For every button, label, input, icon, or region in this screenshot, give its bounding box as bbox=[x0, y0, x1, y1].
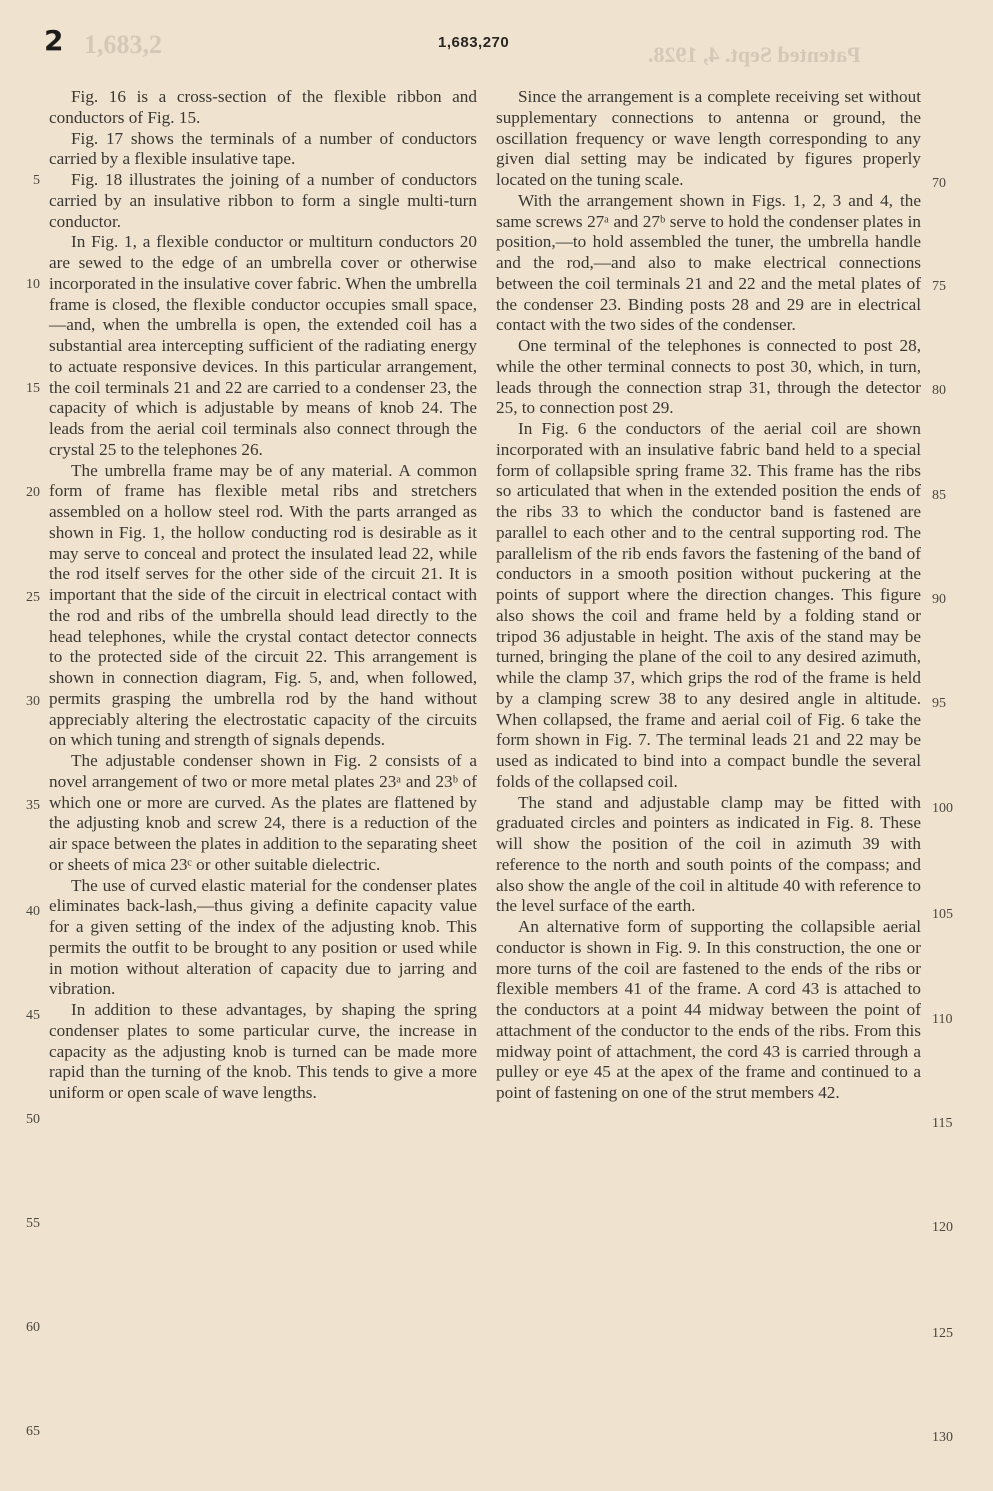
paragraph: In Fig. 6 the conductors of the aerial coil are shown incorporated with an insulative fabric band held to a special form of collapsible spring frame 32. This frame has the ribs so articulated that when in the extended position the ends of the ribs 33 to which the conductor band is fastened are parallel to each other and to the central supporting rod. The parallelism of the rib ends favors the fastening of the band of conductors in a smooth position without puckering at the points of support where the direction changes. This figure also shows the coil and frame held by a folding stand or tripod 36 adjustable in height. The axis of the stand may be turned, bringing the plane of the coil to any desired azimuth, while the clamp 37, which grips the rod of the frame is held by a clamping screw 38 to any desired angle in altitude. When collapsed, the frame and aerial coil of Fig. 6 take the form shown in Fig. 7. The terminal leads 21 and 22 may be used as indicated to bind into a compact bundle the several folds of the collapsed coil. bbox=[496, 419, 921, 791]
paragraph: One terminal of the telephones is connected to post 28, while the other terminal connects to post 30, which, in turn, leads through the connection strap 31, through the detector 25, to connection post 29. bbox=[496, 336, 921, 418]
line-number: 15 bbox=[26, 381, 40, 396]
line-number: 110 bbox=[932, 1012, 953, 1027]
patent-number: 1,683,270 bbox=[438, 34, 510, 51]
line-number: 85 bbox=[932, 488, 946, 503]
paragraph: In addition to these advantages, by shaping the spring condenser plates to some particular curve, the increase in capacity as the adjusting knob is turned can be made more rapid than the turning of the knob. This tends to give a more uniform or open scale of wave lengths. bbox=[49, 1000, 477, 1102]
paragraph: In Fig. 1, a flexible conductor or multiturn conductors 20 are sewed to the edge of an umbrella cover or otherwise incorporated in the insulative cover fabric. When the umbrella frame is closed, the flexible conductor occupies small space,—and, when the umbrella is open, the extended coil has a substantial area intercepting sufficient of the radiating energy to actuate responsive devices. In this particular arrangement, the coil terminals 21 and 22 are carried to a condenser 23, the capacity of which is adjustable by means of knob 24. The leads from the aerial coil terminals also connect through the crystal 25 to the telephones 26. bbox=[49, 232, 477, 459]
line-number: 30 bbox=[26, 694, 40, 709]
paragraph: Fig. 16 is a cross-section of the flexible ribbon and conductors of Fig. 15. bbox=[49, 87, 477, 127]
page-number: 2 bbox=[44, 24, 64, 57]
line-number: 65 bbox=[26, 1424, 40, 1439]
line-number: 105 bbox=[932, 907, 953, 922]
paragraph: The stand and adjustable clamp may be fitted with graduated circles and pointers as indicated in Fig. 8. These will show the position of the coil in azimuth 39 with reference to the north and south points of the compass; and also show the angle of the coil in altitude 40 with reference to the level surface of the earth. bbox=[496, 792, 921, 916]
line-number: 45 bbox=[26, 1008, 40, 1023]
line-number: 125 bbox=[932, 1326, 953, 1341]
paragraph: Fig. 18 illustrates the joining of a number of conductors carried by an insulative ribbon to form a single multi-turn conductor. bbox=[49, 170, 477, 231]
line-number: 20 bbox=[26, 485, 40, 500]
line-number: 80 bbox=[932, 383, 946, 398]
bleed-through-date: Patented Sept. 4, 1928. bbox=[648, 42, 861, 67]
line-number: 95 bbox=[932, 696, 946, 711]
line-number: 50 bbox=[26, 1112, 40, 1127]
line-number: 40 bbox=[26, 904, 40, 919]
line-number: 70 bbox=[932, 176, 946, 191]
right-column bbox=[496, 87, 921, 1104]
line-number: 75 bbox=[932, 279, 946, 294]
paragraph: The umbrella frame may be of any material. A common form of frame has flexible metal ribs and stretchers assembled on a hollow steel rod. With the parts arranged as shown in Fig. 1, the hollow conducting rod is desirable as it may serve to conceal and protect the insulated lead 22, while the rod itself serves for the other side of the circuit 21. It is important that the side of the circuit in electrical contact with the rod and ribs of the umbrella should lead directly to the head telephones, while the crystal contact detector connects to the protected side of the circuit 22. This arrangement is shown in connection diagram, Fig. 5, and, when followed, permits grasping the umbrella rod by the hand without appreciably altering the electrostatic capacity of the circuits on which tuning and strength of signals depends. bbox=[49, 460, 477, 750]
line-number: 90 bbox=[932, 592, 946, 607]
left-column bbox=[49, 87, 477, 1104]
paragraph: Fig. 17 shows the terminals of a number of conductors carried by a flexible insulative tape. bbox=[49, 128, 477, 169]
bleed-through-patent-number: 1,683,2 bbox=[84, 30, 162, 59]
paragraph: With the arrangement shown in Figs. 1, 2, 3 and 4, the same screws 27ᵃ and 27ᵇ serve to hold the condenser plates in position,—to hold assembled the tuner, the umbrella handle and the rod,—and also to make electrical connections between the coil terminals 21 and 22 and the metal plates of the condenser 23. Binding posts 28 and 29 are in electrical contact with the two sides of the condenser. bbox=[496, 190, 921, 335]
line-number: 100 bbox=[932, 801, 953, 816]
line-number: 60 bbox=[26, 1320, 40, 1335]
line-number: 130 bbox=[932, 1430, 953, 1445]
paragraph: Since the arrangement is a complete receiving set without supplementary connections to antenna or ground, the oscillation frequency or wave length corresponding to any given dial setting may be indicated by figures properly located on the tuning scale. bbox=[496, 87, 921, 189]
line-number: 10 bbox=[26, 277, 40, 292]
line-number: 55 bbox=[26, 1216, 40, 1231]
paragraph: An alternative form of supporting the collapsible aerial conductor is shown in Fig. 9. In this construction, the one or more turns of the coil are fastened to the ends of the ribs or flexible members 41 of the frame. A cord 43 is attached to the conductors at a point 44 midway between the point of attachment of the conductor to the ends of the ribs. From this midway point of attachment, the cord 43 is carried through a pulley or eye 45 at the apex of the frame and continued to a point of fastening on one of the strut members 42. bbox=[496, 917, 921, 1102]
line-number: 115 bbox=[932, 1116, 953, 1131]
line-number: 120 bbox=[932, 1220, 953, 1235]
paragraph: The adjustable condenser shown in Fig. 2 consists of a novel arrangement of two or more metal plates 23ᵃ and 23ᵇ of which one or more are curved. As the plates are flattened by the adjusting knob and screw 24, there is a reduction of the air space between the plates in addition to the separating sheet or sheets of mica 23ᶜ or other suitable dielectric. bbox=[49, 751, 477, 874]
line-number: 35 bbox=[26, 798, 40, 813]
line-number: 5 bbox=[33, 173, 40, 188]
line-number: 25 bbox=[26, 590, 40, 605]
paragraph: The use of curved elastic material for the condenser plates eliminates back-lash,—thus giving a definite capacity value for a given setting of the index of the adjusting knob. This permits the outfit to be brought to any position or used while in motion without alteration of capacity due to jarring and vibration. bbox=[49, 875, 477, 999]
